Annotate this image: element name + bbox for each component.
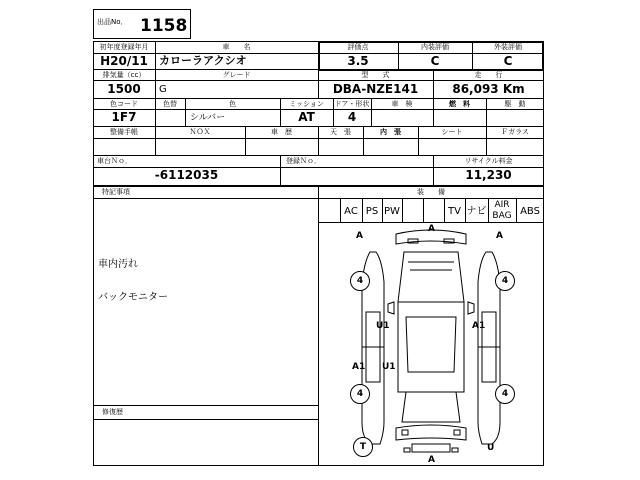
headliner-label: 天 張 xyxy=(330,128,351,136)
car-damage-diagram xyxy=(318,222,544,466)
damage-mark-rear-right: U xyxy=(487,443,495,453)
exterior-grade-label: 外装評価 xyxy=(494,43,522,51)
service-record-label: 整備手帳 xyxy=(110,128,138,136)
tire-rear-right: 4 xyxy=(495,384,515,404)
fuel-label: 燃 料 xyxy=(449,100,470,108)
color-code-value: 1F7 xyxy=(111,110,137,124)
door-shape-value: 4 xyxy=(347,110,357,124)
model-type-value: DBA-NZE141 xyxy=(332,82,419,96)
color-label: 色 xyxy=(229,100,236,108)
transmission-label: ミッション xyxy=(289,100,324,108)
tire-rear-left: 4 xyxy=(350,384,370,404)
displacement-value: 1500 xyxy=(107,82,141,96)
damage-mark-left-rear: A1 xyxy=(352,362,366,372)
damage-mark-front-right: A xyxy=(496,231,503,241)
transmission-value: AT xyxy=(298,110,315,124)
spare-tire: T xyxy=(353,437,373,457)
score-label: 評価点 xyxy=(347,43,369,51)
color-code-label: 色コード xyxy=(110,100,138,108)
history-label: 車 歴 xyxy=(271,128,292,136)
mileage-value: 86,093 Km xyxy=(452,82,525,96)
drive-label: 駆 動 xyxy=(504,100,526,108)
car-name-label: 車 名 xyxy=(222,43,251,51)
remarks-label: 特記事項 xyxy=(102,188,130,196)
door-shape-label: ドア・形状 xyxy=(334,100,370,108)
grade-label: グレード xyxy=(222,71,251,79)
nox-label: ＮＯＸ xyxy=(189,128,211,136)
damage-mark-left-door: U1 xyxy=(376,321,390,331)
displacement-label: 排気量（cc） xyxy=(102,71,146,79)
recycle-fee-label: リサイクル料金 xyxy=(464,157,513,165)
equip-ac: AC xyxy=(344,205,358,217)
remark-item-1: 車内汚れ xyxy=(98,259,138,270)
equip-tv: TV xyxy=(448,205,461,217)
exterior-grade-value: C xyxy=(503,54,513,68)
equip-airbag: AIR BAG xyxy=(492,200,512,221)
inspection-label: 車 検 xyxy=(391,100,413,108)
model-type-label: 型 式 xyxy=(361,71,390,79)
interior-trim-label: 内 張 xyxy=(380,128,401,136)
lot-number-label: 出品No． xyxy=(97,18,128,26)
registration-number-label: 登録Ｎｏ． xyxy=(286,157,321,165)
car-name-value: カローラアクシオ xyxy=(159,54,247,67)
lot-number-value: 1158 xyxy=(140,16,188,36)
first-registration-label: 初年度登録年月 xyxy=(99,43,149,51)
equip-navi: ナビ xyxy=(466,205,487,217)
color-value: シルバー xyxy=(190,113,226,123)
interior-grade-label: 内装評価 xyxy=(421,43,449,51)
front-glass-label: Ｆガラス xyxy=(501,128,529,136)
interior-grade-value: C xyxy=(430,54,440,68)
damage-mark-rear-bumper: A xyxy=(428,455,435,465)
equip-ps: PS xyxy=(365,205,379,217)
chassis-number-label: 車台Ｎｏ． xyxy=(97,157,132,165)
repair-history-label: 修復歴 xyxy=(102,408,123,416)
recycle-fee-value: 11,230 xyxy=(465,168,512,182)
seat-label: シート xyxy=(441,128,463,136)
mileage-label: 走 行 xyxy=(474,71,503,79)
equip-abs: ABS xyxy=(520,205,540,217)
tire-front-left: 4 xyxy=(350,271,370,291)
chassis-number-value: -6112035 xyxy=(154,168,219,182)
score-value: 3.5 xyxy=(347,54,369,68)
equip-pw: PW xyxy=(384,205,400,217)
grade-value: G xyxy=(159,84,167,95)
damage-mark-right-door: A1 xyxy=(472,321,486,331)
damage-mark-front-left: A xyxy=(356,231,363,241)
remark-item-2: バックモニター xyxy=(98,292,168,303)
damage-mark-left-rear-2: U1 xyxy=(382,362,396,372)
first-registration-value: H20/11 xyxy=(100,54,148,68)
damage-mark-front-center: A xyxy=(428,224,435,234)
color-change-label: 色替 xyxy=(163,100,177,108)
tire-front-right: 4 xyxy=(495,271,515,291)
equipment-label: 装 備 xyxy=(417,188,445,196)
